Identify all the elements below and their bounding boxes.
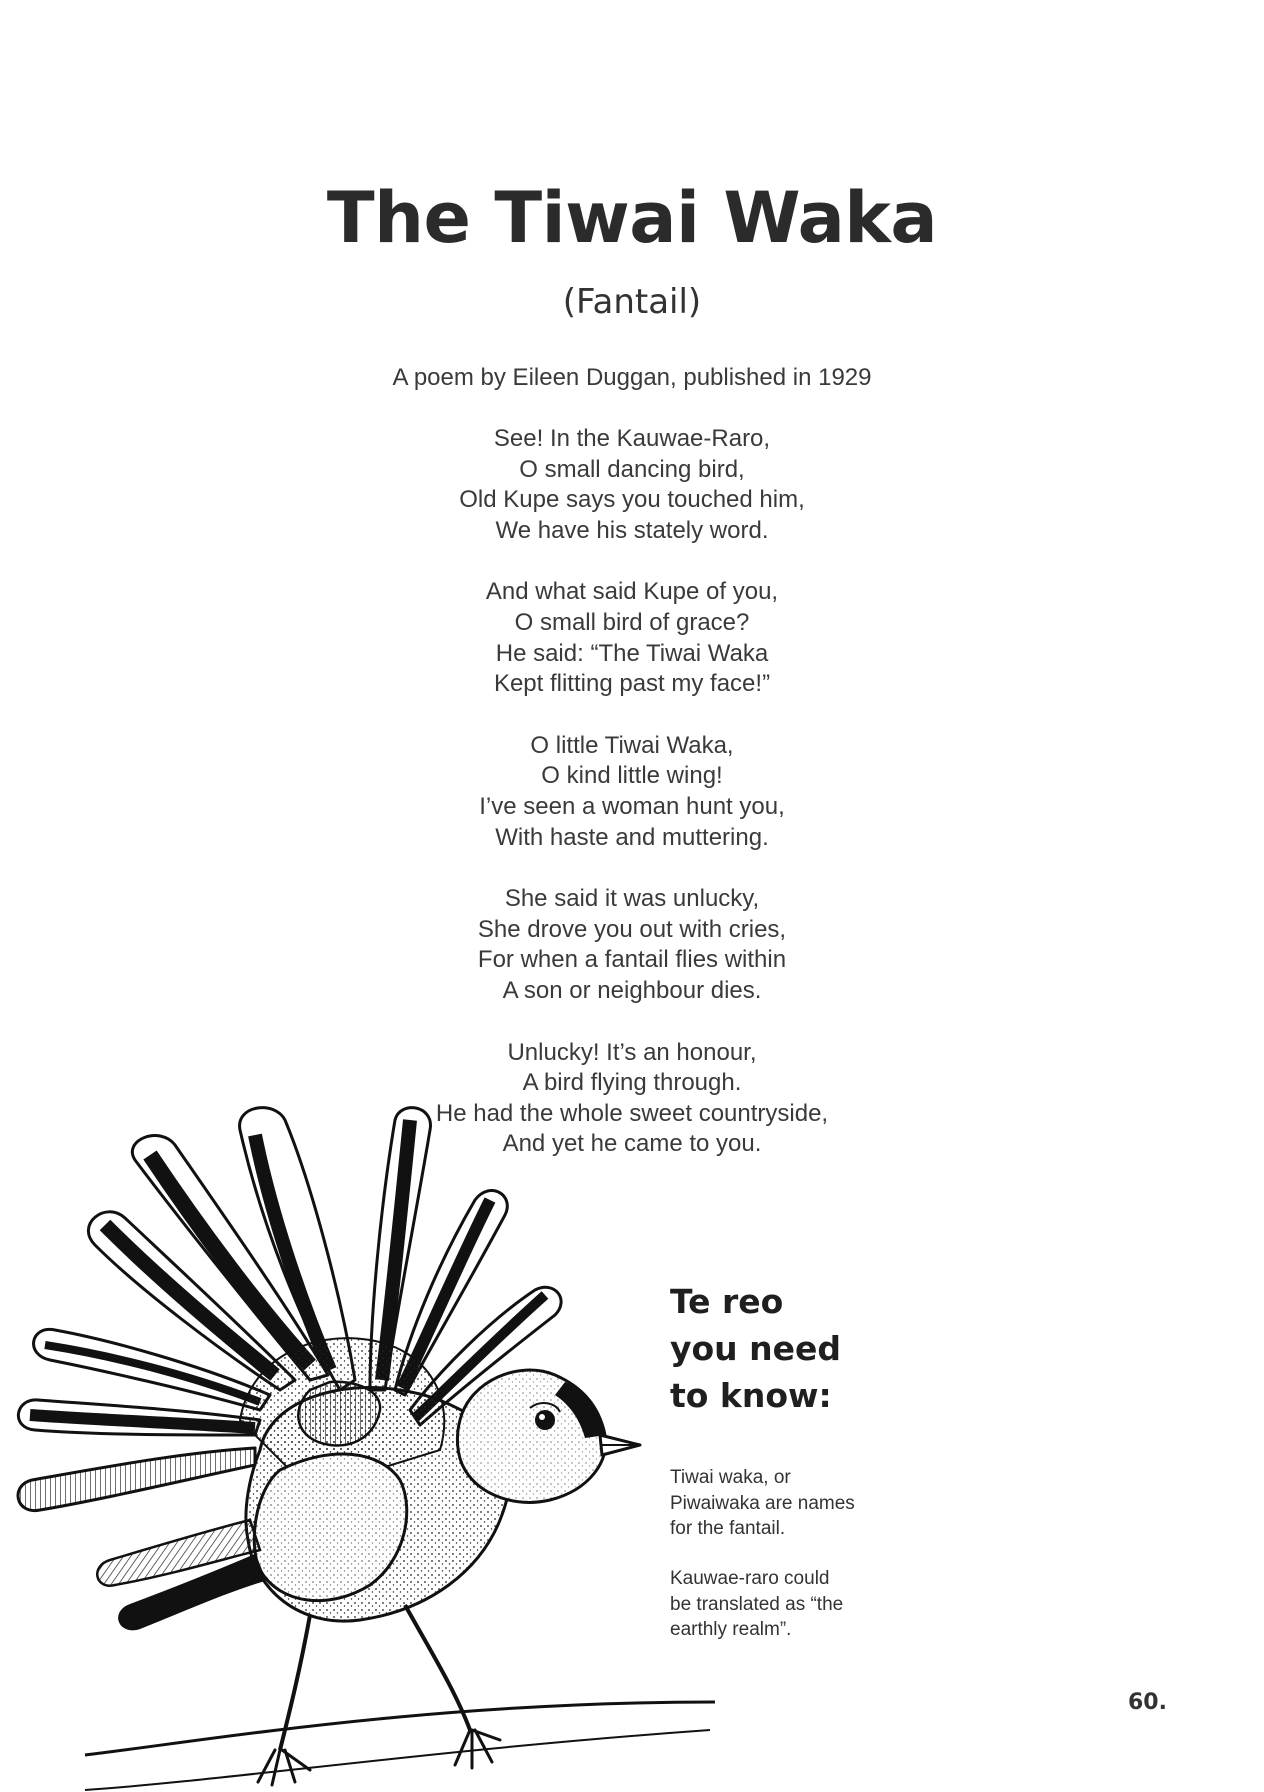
poem-line: O kind little wing! [541,762,723,790]
te-reo-heading-line: you need [670,1329,842,1368]
poem-byline: A poem by Eileen Duggan, published in 1929 [392,364,872,391]
note-line: earthly realm”. [670,1619,792,1640]
fantail-bird-icon [10,1090,730,1792]
poem-line: She said it was unlucky, [504,885,760,913]
poem-line: A son or neighbour dies. [502,976,762,1004]
poem-line: Unlucky! It’s an honour, [507,1038,757,1066]
te-reo-heading [670,1278,910,1419]
poem-line: Kept flitting past my face!” [493,670,771,698]
poem-line: O small bird of grace? [514,608,750,636]
note-line: be translated as “the [670,1593,844,1615]
te-reo-heading-line: Te reo [670,1282,784,1321]
poem-line: He had the whole sweet countryside, [435,1099,829,1127]
poem-line: For when a fantail flies within [477,946,787,974]
page-number: 60. [1128,1690,1167,1715]
stanza-2 [0,577,1264,699]
poem-line: He said: “The Tiwai Waka [495,639,769,667]
poem-body [0,424,1264,1191]
note-line: Piwaiwaka are names [670,1492,855,1514]
poem-line: We have his stately word. [495,516,769,544]
poem-line: See! In the Kauwae-Raro, [493,425,771,452]
poem-line: Old Kupe says you touched him, [459,486,805,514]
poem-line: O little Tiwai Waka, [530,731,734,759]
poem-line: O small dancing bird, [519,455,745,483]
note-line: Tiwai waka, or [670,1467,791,1488]
poem-line: With haste and muttering. [495,823,769,851]
poem-line: And what said Kupe of you, [485,578,779,606]
page-title: The Tiwai Waka [326,177,938,259]
page-subtitle: (Fantail) [562,282,702,322]
stanza-4 [0,884,1264,1006]
stanza-1 [0,424,1264,546]
note-line: for the fantail. [670,1518,786,1539]
te-reo-note-kauwae-raro [670,1566,910,1643]
te-reo-heading-line: to know: [670,1376,832,1415]
poem-line: She drove you out with cries, [477,915,787,943]
poem-line: I’ve seen a woman hunt you, [479,792,785,820]
note-line: Kauwae-raro could [670,1568,830,1589]
poem-line: And yet he came to you. [502,1130,762,1158]
stanza-3 [0,731,1264,853]
te-reo-note-fantail [670,1465,910,1542]
poem-line: A bird flying through. [522,1069,742,1097]
